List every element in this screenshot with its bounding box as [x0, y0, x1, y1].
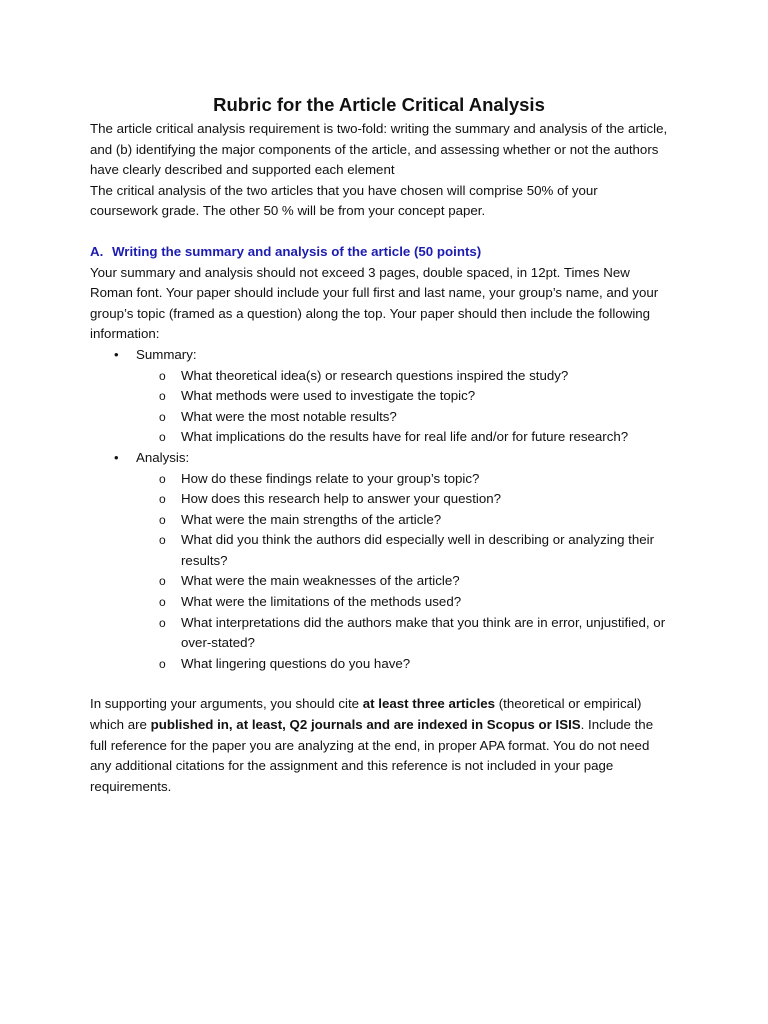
closing-paragraph: [90, 694, 668, 797]
list-item-text: What interpretations did the authors make that you think are in error, unjustified, or over-stated?: [181, 614, 666, 651]
closing-bold-1: at least three articles: [362, 696, 496, 712]
sub-list: [136, 469, 668, 675]
circle-bullet-icon: o: [159, 574, 166, 589]
list-item-text: What theoretical idea(s) or research questions inspired the study?: [181, 367, 569, 383]
circle-bullet-icon: o: [159, 512, 166, 527]
bullet-item-analysis: [90, 448, 668, 675]
circle-bullet-icon: o: [159, 492, 166, 507]
list-item-text: What did you think the authors did especially well in describing or analyzing their results?: [181, 532, 655, 568]
section-a-body: Your summary and analysis should not exceed 3 pages, double spaced, in 12pt. Times New Roman font. Your paper should include your full first and last name, your group’s name, and your group’s topic (framed as a question) along the top. Your paper should then include the following information:: [90, 264, 659, 342]
circle-bullet-icon: o: [159, 595, 166, 610]
list-item: [136, 407, 668, 428]
bullet-label: Analysis:: [136, 449, 190, 465]
intro-paragraph-1: The article critical analysis requirement is two-fold: writing the summary and analysis of the article, and (b) identifying the major components of the article, and assessing whether or not the authors have clearly described and supported each element: [90, 121, 668, 178]
list-item: [136, 592, 668, 613]
list-item-text: How do these findings relate to your group’s topic?: [181, 470, 480, 486]
circle-bullet-icon: o: [159, 615, 166, 630]
list-item: [136, 366, 668, 387]
bullet-icon: •: [114, 346, 119, 362]
list-item-text: What were the main strengths of the article?: [181, 511, 442, 527]
bullet-icon: •: [114, 449, 119, 465]
list-item: [136, 489, 668, 510]
list-item: [136, 427, 668, 448]
circle-bullet-icon: o: [159, 409, 166, 424]
list-item: [136, 386, 668, 407]
list-item-text: What were the main weaknesses of the article?: [181, 573, 460, 589]
closing-text-3: . Include the full reference for the paper you are analyzing at the end, in proper APA format. You do not need any additional citations for the assignment and this reference is not included in your page requirements.: [90, 717, 654, 794]
bullet-item-summary: [90, 345, 668, 448]
list-item-text: What implications do the results have for real life and/or for future research?: [181, 429, 629, 445]
question-lists: [90, 345, 668, 675]
section-a-heading: [90, 242, 668, 263]
list-item: [136, 613, 668, 654]
section-a-title: Writing the summary and analysis of the article (50 points): [112, 243, 482, 259]
list-item: [136, 469, 668, 490]
circle-bullet-icon: o: [159, 471, 166, 486]
list-item-text: What methods were used to investigate the topic?: [181, 388, 476, 404]
circle-bullet-icon: o: [159, 430, 166, 445]
list-item-text: What were the most notable results?: [181, 408, 397, 424]
sub-list: [136, 366, 668, 448]
list-item: [136, 571, 668, 592]
list-item-text: How does this research help to answer your question?: [181, 491, 502, 507]
closing-bold-2: published in, at least, Q2 journals and are indexed in Scopus or ISIS: [150, 717, 581, 733]
list-item: [136, 530, 668, 571]
bullet-label: Summary:: [136, 346, 197, 362]
closing-text-1: In supporting your arguments, you should cite: [90, 696, 363, 712]
intro-paragraph-2: The critical analysis of the two articles that you have chosen will comprise 50% of your coursework grade. The other 50 % will be from your concept paper.: [90, 182, 598, 219]
circle-bullet-icon: o: [159, 389, 166, 404]
circle-bullet-icon: o: [159, 533, 166, 548]
list-item: [136, 654, 668, 675]
page-title: Rubric for the Article Critical Analysis: [213, 94, 545, 115]
closing-text-2: (theoretical or empirical) which are: [90, 696, 642, 733]
circle-bullet-icon: o: [159, 368, 166, 383]
list-item: [136, 510, 668, 531]
section-a-marker: A.: [90, 243, 104, 259]
list-item-text: What were the limitations of the methods used?: [181, 594, 462, 610]
list-item-text: What lingering questions do you have?: [181, 655, 411, 671]
circle-bullet-icon: o: [159, 656, 166, 671]
